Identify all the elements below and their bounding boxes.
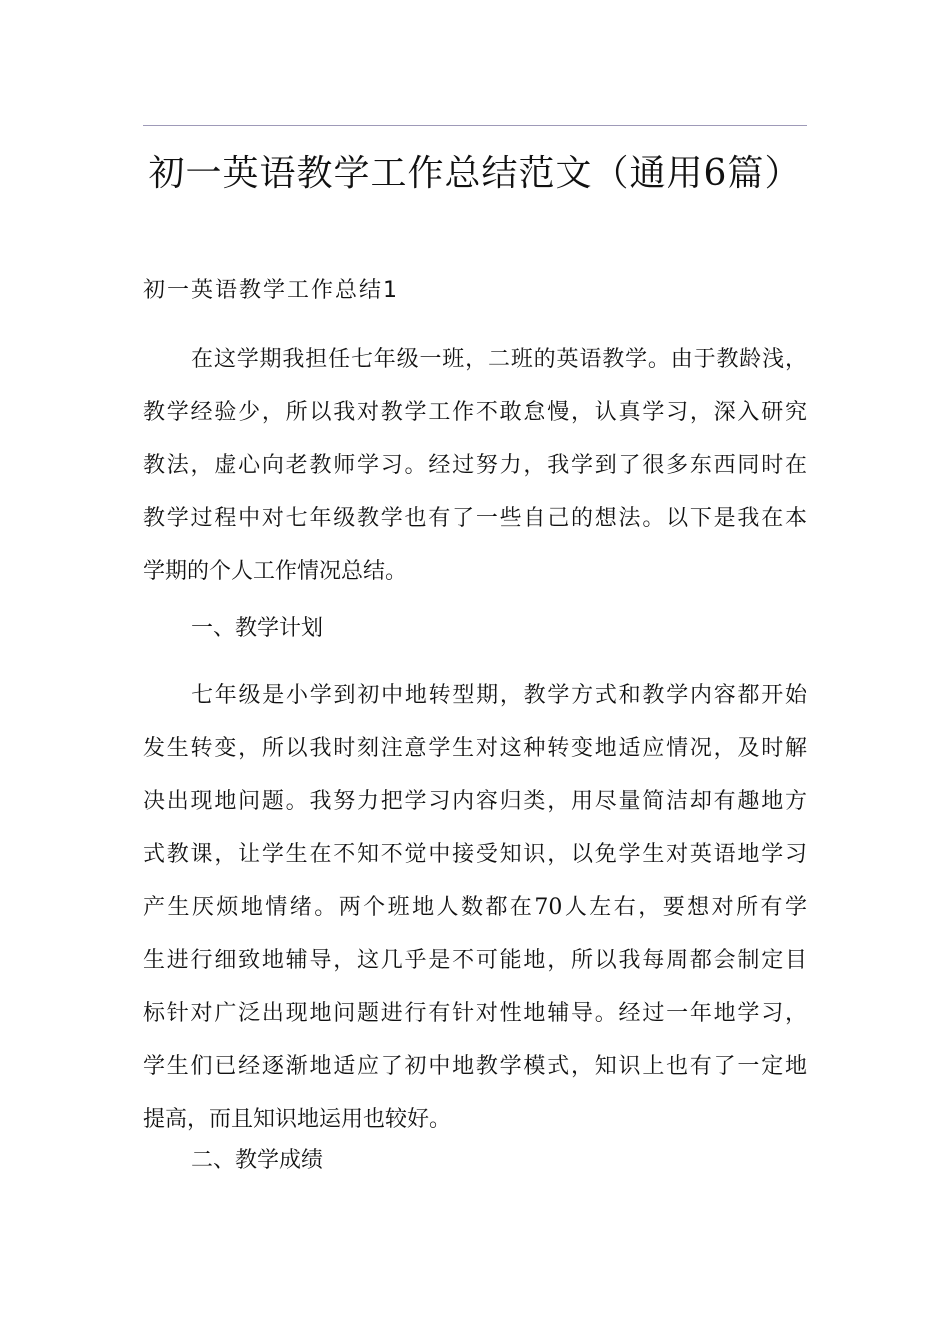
paragraph-2-line: 七年级是小学到初中地转型期，教学方式和教学内容都开始: [191, 683, 807, 708]
paragraph-1-line: 学期的个人工作情况总结。: [143, 559, 408, 584]
paragraph-1-line: 在这学期我担任七年级一班，二班的英语教学。由于教龄浅，: [191, 347, 807, 372]
paragraph-2-line: 学生们已经逐渐地适应了初中地教学模式，知识上也有了一定地: [143, 1054, 807, 1079]
subheading-teaching-results: 二、教学成绩: [191, 1148, 324, 1173]
header-rule: [143, 125, 807, 126]
paragraph-1: [143, 333, 807, 598]
paragraph-2-line: 提高，而且知识地运用也较好。: [143, 1107, 452, 1132]
document-title: 初一英语教学工作总结范文（通用6篇）: [148, 153, 802, 194]
paragraph-2-line: 决出现地问题。我努力把学习内容归类，用尽量简洁却有趣地方: [143, 789, 807, 814]
subheading-teaching-plan: 一、教学计划: [191, 616, 324, 641]
paragraph-2: [143, 669, 807, 1146]
paragraph-2-line: 生进行细致地辅导，这几乎是不可能地，所以我每周都会制定目: [143, 948, 807, 973]
paragraph-2-line: 发生转变，所以我时刻注意学生对这种转变地适应情况，及时解: [143, 736, 807, 761]
paragraph-2-line: 式教课，让学生在不知不觉中接受知识，以免学生对英语地学习: [143, 842, 807, 867]
paragraph-2-line: 标针对广泛出现地问题进行有针对性地辅导。经过一年地学习，: [143, 1001, 807, 1026]
paragraph-1-line: 教学过程中对七年级教学也有了一些自己的想法。以下是我在本: [143, 506, 807, 531]
paragraph-2-line: 产生厌烦地情绪。两个班地人数都在70人左右，要想对所有学: [143, 895, 807, 920]
section-heading: 初一英语教学工作总结1: [143, 278, 399, 303]
paragraph-1-line: 教学经验少，所以我对教学工作不敢怠慢，认真学习，深入研究: [143, 400, 807, 425]
paragraph-1-line: 教法，虚心向老教师学习。经过努力，我学到了很多东西同时在: [143, 453, 807, 478]
